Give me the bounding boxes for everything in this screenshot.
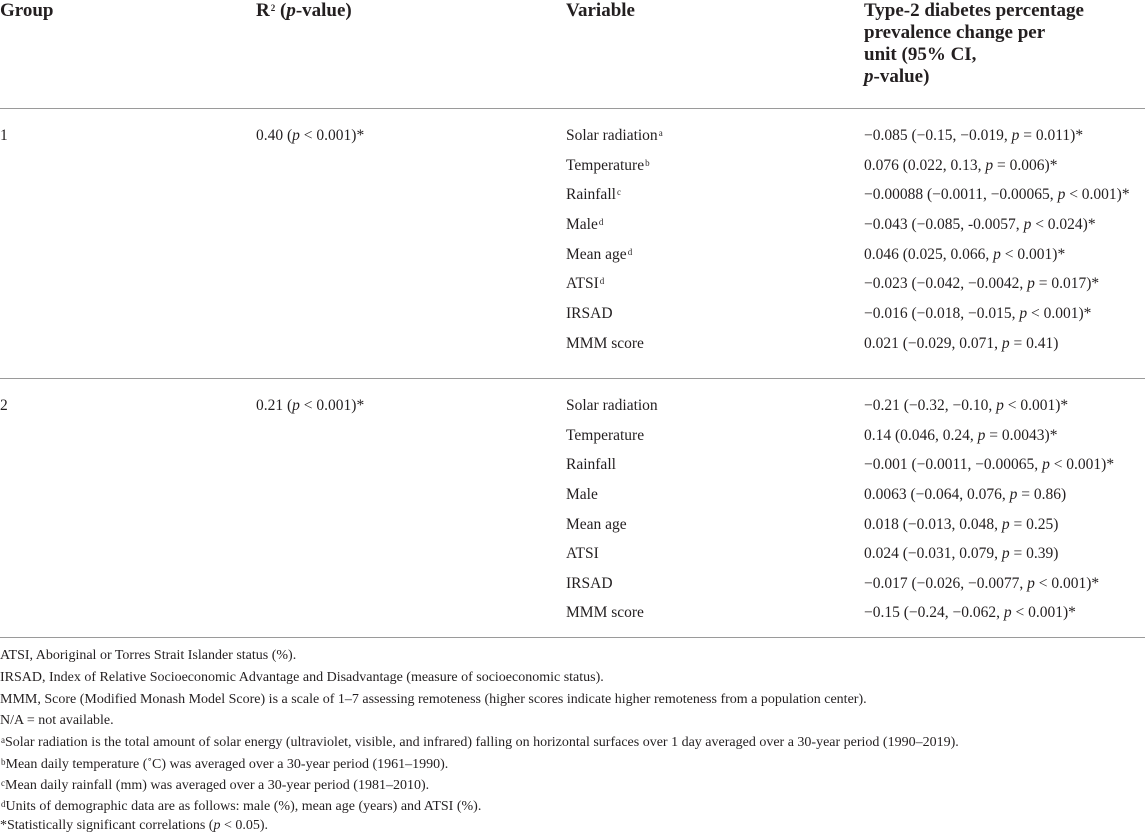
variable-cell: [566, 427, 645, 445]
variable-label: Solar radiation: [566, 127, 658, 144]
footnote-a-text: Solar radiation is the total amount of solar energy (ultraviolet, visible, and infrared) falling on horizontal surfaces over 1 day averaged over a 30-year period (1990–2019).: [5, 735, 959, 750]
change-post: = 0.41): [1009, 335, 1059, 352]
r2-p: p: [292, 397, 300, 414]
variable-cell: [566, 246, 632, 264]
change-cell: [864, 246, 1065, 264]
footnote-atsi: ATSI, Aboriginal or Torres Strait Islander status (%).: [0, 648, 297, 663]
header-change-line1: Type-2 diabetes percentage: [864, 0, 1084, 21]
variable-label: Male: [566, 216, 598, 233]
change-post: = 0.39): [1009, 545, 1059, 562]
change-pre: 0.046 (0.025, 0.066,: [864, 246, 994, 263]
footnote-d-text: Units of demographic data are as follows: male (%), mean age (years) and ATSI (%).: [5, 799, 482, 814]
group-cell: 2: [0, 397, 8, 414]
change-pre: 0.018 (−0.013, 0.048,: [864, 516, 1002, 533]
variable-cell: [566, 335, 645, 353]
table-bottom-rule: [0, 637, 1145, 638]
change-p: p: [1027, 275, 1035, 292]
variable-cell: [566, 157, 650, 175]
variable-label: Rainfall: [566, 186, 616, 203]
header-r2: [256, 0, 352, 22]
change-p: p: [1042, 456, 1050, 473]
change-post: < 0.001)*: [1027, 305, 1092, 322]
change-cell: [864, 427, 1057, 445]
change-p: p: [1001, 516, 1010, 533]
change-pre: −0.085 (−0.15, −0.019,: [864, 127, 1012, 144]
variable-label: IRSAD: [566, 305, 613, 322]
change-cell: [864, 604, 1076, 622]
group-cell: 1: [0, 127, 8, 144]
change-cell: [864, 216, 1096, 234]
variable-cell: [566, 456, 617, 474]
variable-label: Mean age: [566, 246, 627, 263]
variable-cell: [566, 275, 604, 293]
variable-cell: [566, 604, 645, 622]
variable-label: IRSAD: [566, 575, 613, 592]
r2-value: 0.21: [256, 397, 284, 414]
change-cell: [864, 305, 1091, 323]
variable-label: MMM score: [566, 604, 644, 621]
footnote-star-post: < 0.05).: [220, 818, 269, 833]
footnote-b-text: Mean daily temperature (˚C) was averaged over a 30-year period (1961–1990).: [5, 757, 449, 772]
change-post: < 0.024)*: [1031, 216, 1096, 233]
variable-label: ATSI: [566, 275, 599, 292]
header-change-line3: unit (95% CI,: [864, 44, 977, 65]
footnote-c: [0, 778, 429, 794]
variable-cell: [566, 216, 603, 234]
variable-label: MMM score: [566, 335, 644, 352]
variable-label: Solar radiation: [566, 397, 658, 414]
header-r2-sup: 2: [270, 3, 276, 13]
change-cell: [864, 335, 1058, 353]
change-pre: −0.15 (−0.24, −0.062,: [864, 604, 1004, 621]
change-cell: [864, 545, 1058, 563]
header-r2-open: (: [275, 0, 287, 21]
header-change-p: p: [864, 66, 874, 87]
variable-cell: [566, 305, 614, 323]
variable-sup: d: [599, 276, 605, 286]
change-post: < 0.001)*: [1049, 456, 1115, 473]
footnote-b-sup: b: [1, 757, 6, 767]
change-p: p: [993, 246, 1001, 263]
change-post: < 0.001)*: [1000, 246, 1066, 263]
variable-cell: [566, 545, 600, 563]
change-p: p: [996, 397, 1004, 414]
footnote-b: [0, 757, 448, 773]
footnote-star-pre: *Statistically significant correlations (: [0, 818, 214, 833]
change-p: p: [1023, 216, 1032, 233]
change-cell: [864, 157, 1057, 175]
change-cell: [864, 186, 1130, 204]
change-cell: [864, 516, 1058, 534]
footnote-d-sup: d: [1, 799, 6, 809]
header-change-line4: [864, 66, 1084, 88]
variable-sup: c: [616, 187, 621, 197]
footnote-a: [0, 735, 959, 751]
change-pre: −0.00088 (−0.0011, −0.00065,: [864, 186, 1058, 203]
footnote-irsad: IRSAD, Index of Relative Socioeconomic Advantage and Disadvantage (measure of socioeconomic status).: [0, 670, 604, 685]
change-p: p: [1001, 545, 1010, 562]
variable-cell: [566, 397, 659, 415]
variable-cell: [566, 575, 614, 593]
change-pre: −0.016 (−0.018, −0.015,: [864, 305, 1020, 322]
variable-sup: b: [645, 158, 650, 168]
footnote-c-text: Mean daily rainfall (mm) was averaged over a 30-year period (1981–2010).: [5, 778, 430, 793]
header-rule: [0, 108, 1145, 109]
change-pre: −0.001 (−0.0011, −0.00065,: [864, 456, 1043, 473]
footnote-na: N/A = not available.: [0, 713, 114, 728]
variable-cell: [566, 486, 599, 504]
change-post: = 0.017)*: [1034, 275, 1100, 292]
r2-p: p: [292, 127, 300, 144]
variable-label: Temperature: [566, 157, 645, 174]
change-cell: [864, 127, 1083, 145]
variable-label: Rainfall: [566, 456, 616, 473]
change-post: = 0.006)*: [993, 157, 1058, 174]
group-rule: [0, 378, 1145, 379]
change-post: = 0.86): [1017, 486, 1067, 503]
variable-label: ATSI: [566, 545, 599, 562]
change-pre: 0.021 (−0.029, 0.071,: [864, 335, 1002, 352]
change-pre: 0.0063 (−0.064, 0.076,: [864, 486, 1010, 503]
variable-sup: d: [627, 247, 633, 257]
change-pre: −0.21 (−0.32, −0.10,: [864, 397, 997, 414]
r2-cell: 0.21 (p < 0.001)*: [256, 397, 365, 414]
header-r2-rest: -value): [295, 0, 352, 21]
change-p: p: [1001, 335, 1010, 352]
r2-cell: 0.40 (p < 0.001)*: [256, 127, 365, 144]
r2-rest: < 0.001)*: [299, 397, 365, 414]
change-post: = 0.011)*: [1019, 127, 1084, 144]
change-p: p: [1011, 127, 1020, 144]
variable-cell: [566, 516, 628, 534]
r2-value: 0.40: [256, 127, 284, 144]
change-p: p: [1019, 305, 1028, 322]
r2-rest: < 0.001)*: [299, 127, 365, 144]
variable-sup: d: [598, 217, 604, 227]
change-p: p: [1057, 186, 1066, 203]
change-cell: [864, 397, 1068, 415]
footnote-star-p: p: [213, 818, 221, 833]
change-pre: −0.043 (−0.085, -0.0057,: [864, 216, 1024, 233]
footnote-d: [0, 799, 481, 815]
variable-label: Male: [566, 486, 598, 503]
header-group: Group: [0, 0, 54, 21]
header-r2-base: R: [256, 0, 270, 21]
footnote-mmm: MMM, Score (Modified Monash Model Score) is a scale of 1–7 assessing remoteness (higher scores indicate higher remoteness from a population center).: [0, 692, 867, 707]
variable-label: Temperature: [566, 427, 645, 444]
header-change: [864, 0, 1084, 88]
header-change-line2: prevalence change per: [864, 22, 1046, 43]
change-post: < 0.001)*: [1011, 604, 1076, 621]
variable-cell: [566, 186, 621, 204]
change-pre: −0.023 (−0.042, −0.0042,: [864, 275, 1028, 292]
footnote-c-sup: c: [1, 778, 5, 788]
variable-cell: [566, 127, 663, 145]
change-cell: [864, 275, 1099, 293]
change-pre: 0.024 (−0.031, 0.079,: [864, 545, 1002, 562]
change-p: p: [1009, 486, 1018, 503]
change-p: p: [1027, 575, 1035, 592]
change-cell: [864, 575, 1099, 593]
change-pre: 0.076 (0.022, 0.13,: [864, 157, 986, 174]
footnote-a-sup: a: [1, 735, 5, 745]
header-variable: Variable: [566, 0, 635, 21]
change-cell: [864, 486, 1066, 504]
header-r2-p: p: [286, 0, 296, 21]
variable-label: Mean age: [566, 516, 627, 533]
footnote-star: [0, 818, 268, 834]
change-pre: 0.14 (0.046, 0.24,: [864, 427, 978, 444]
change-p: p: [1003, 604, 1012, 621]
change-post: = 0.25): [1009, 516, 1059, 533]
change-cell: [864, 456, 1114, 474]
change-post: < 0.001)*: [1065, 186, 1130, 203]
change-post: < 0.001)*: [1003, 397, 1069, 414]
variable-sup: a: [658, 128, 663, 138]
change-p: p: [977, 427, 986, 444]
change-post: < 0.001)*: [1034, 575, 1100, 592]
header-change-line4-rest: -value): [873, 66, 930, 87]
change-post: = 0.0043)*: [985, 427, 1058, 444]
change-p: p: [985, 157, 994, 174]
change-pre: −0.017 (−0.026, −0.0077,: [864, 575, 1028, 592]
